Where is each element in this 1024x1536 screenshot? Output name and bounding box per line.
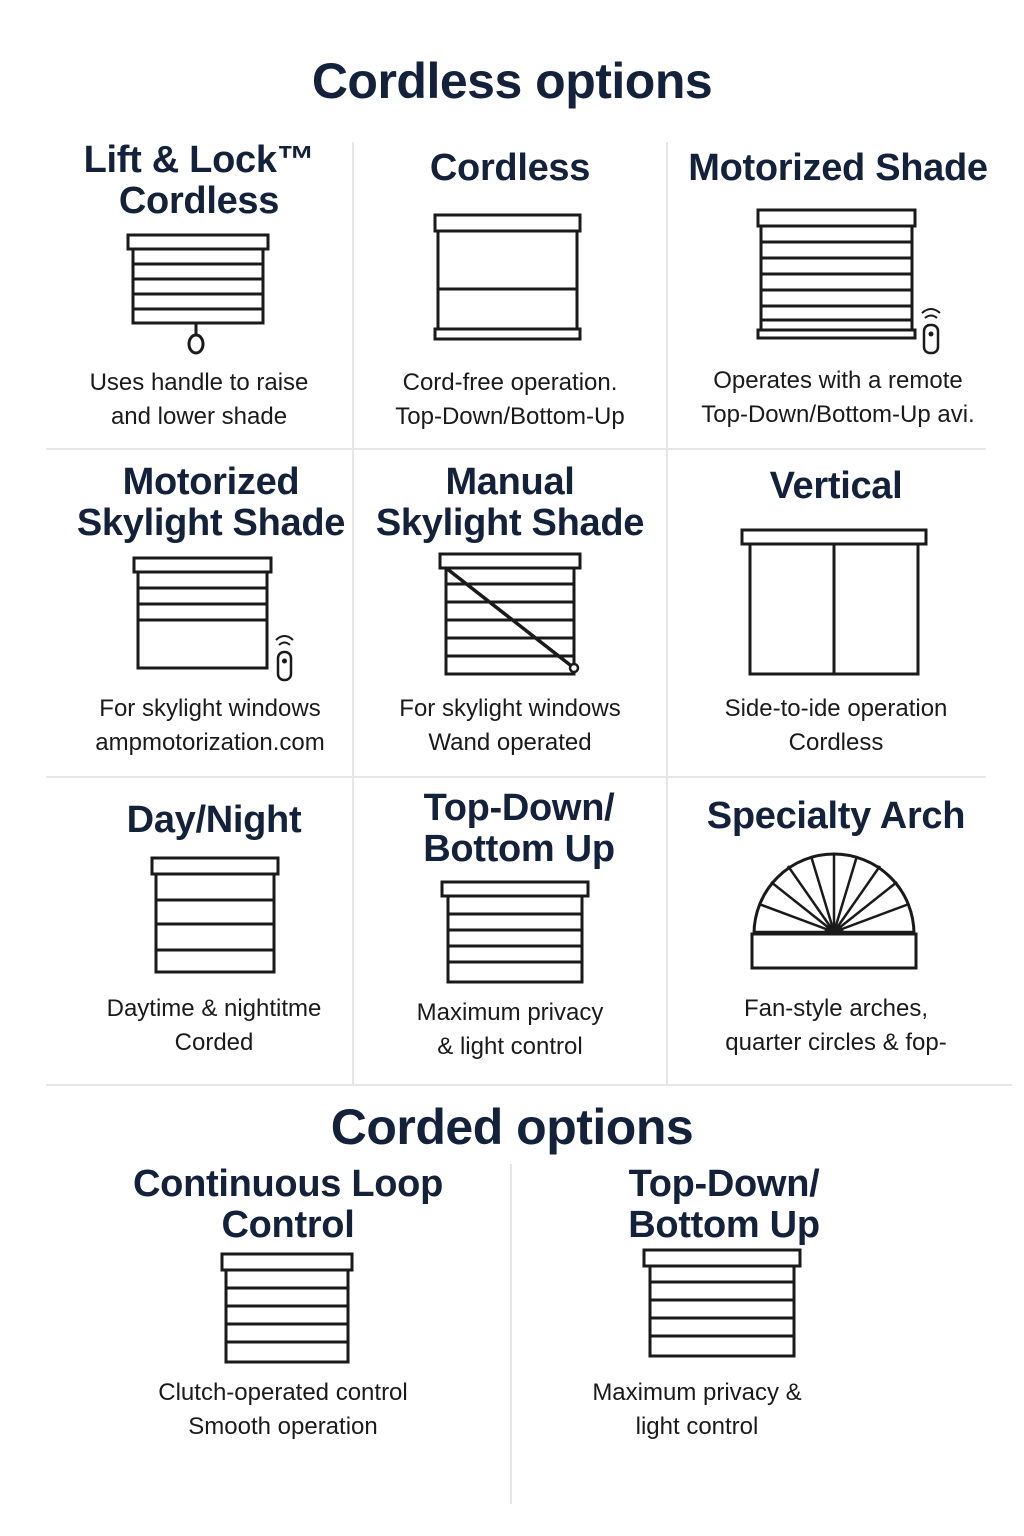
option-description: Side-to-ide operation Cordless	[724, 695, 948, 756]
option-description: Daytime & nightitme Corded	[106, 995, 322, 1056]
option-name: Continuous Loop Control	[133, 1163, 443, 1246]
option-specialty-arch	[668, 784, 1004, 1084]
option-description: Fan-style arches, quarter circles & fop-	[725, 995, 947, 1056]
option-name: Motorized Shade	[688, 147, 988, 189]
option-description: For skylight windows Wand operated	[399, 695, 621, 756]
option-lift-lock-cordless	[46, 140, 352, 448]
option-name: Vertical	[769, 465, 903, 507]
option-name: Top-Down/ Bottom Up	[628, 1163, 820, 1246]
option-description: Uses handle to raise and lower shade	[89, 369, 309, 430]
option-description: Cord-free operation. Top-Down/Bottom-Up	[395, 369, 625, 430]
option-corded-top-down-bottom-up	[546, 1164, 902, 1464]
option-name: Day/Night	[126, 799, 302, 841]
option-name: Lift & Lock™ Cordless	[83, 139, 315, 222]
option-description: Maximum privacy & light control	[592, 1379, 802, 1440]
option-motorized-skylight-shade	[46, 462, 376, 776]
option-vertical	[668, 462, 1004, 776]
divider-h1	[46, 448, 986, 450]
option-description: Maximum privacy & light control	[416, 999, 604, 1060]
option-name: Manual Skylight Shade	[375, 461, 645, 544]
option-day-night	[46, 784, 382, 1084]
cordless-options-title: Cordless options	[311, 53, 713, 109]
option-top-down-bottom-up	[354, 784, 684, 1084]
option-manual-skylight-shade	[354, 462, 666, 776]
divider-h3	[46, 1084, 1012, 1086]
option-description: Clutch-operated control Smooth operation	[158, 1379, 408, 1440]
option-name: Cordless	[429, 147, 591, 189]
option-name: Specialty Arch	[706, 795, 966, 837]
option-description: Operates with a remote Top-Down/Bottom-Up avi.	[701, 367, 975, 428]
option-motorized-shade	[668, 140, 1008, 448]
option-name: Motorized Skylight Shade	[76, 461, 346, 544]
option-cordless	[354, 140, 666, 448]
option-description: For skylight windows ampmotorization.com	[95, 695, 325, 756]
option-continuous-loop-control	[110, 1164, 466, 1464]
corded-options-title: Corded options	[330, 1099, 694, 1155]
divider-v3	[510, 1164, 512, 1504]
divider-h2	[46, 776, 986, 778]
option-name: Top-Down/ Bottom Up	[423, 787, 615, 870]
